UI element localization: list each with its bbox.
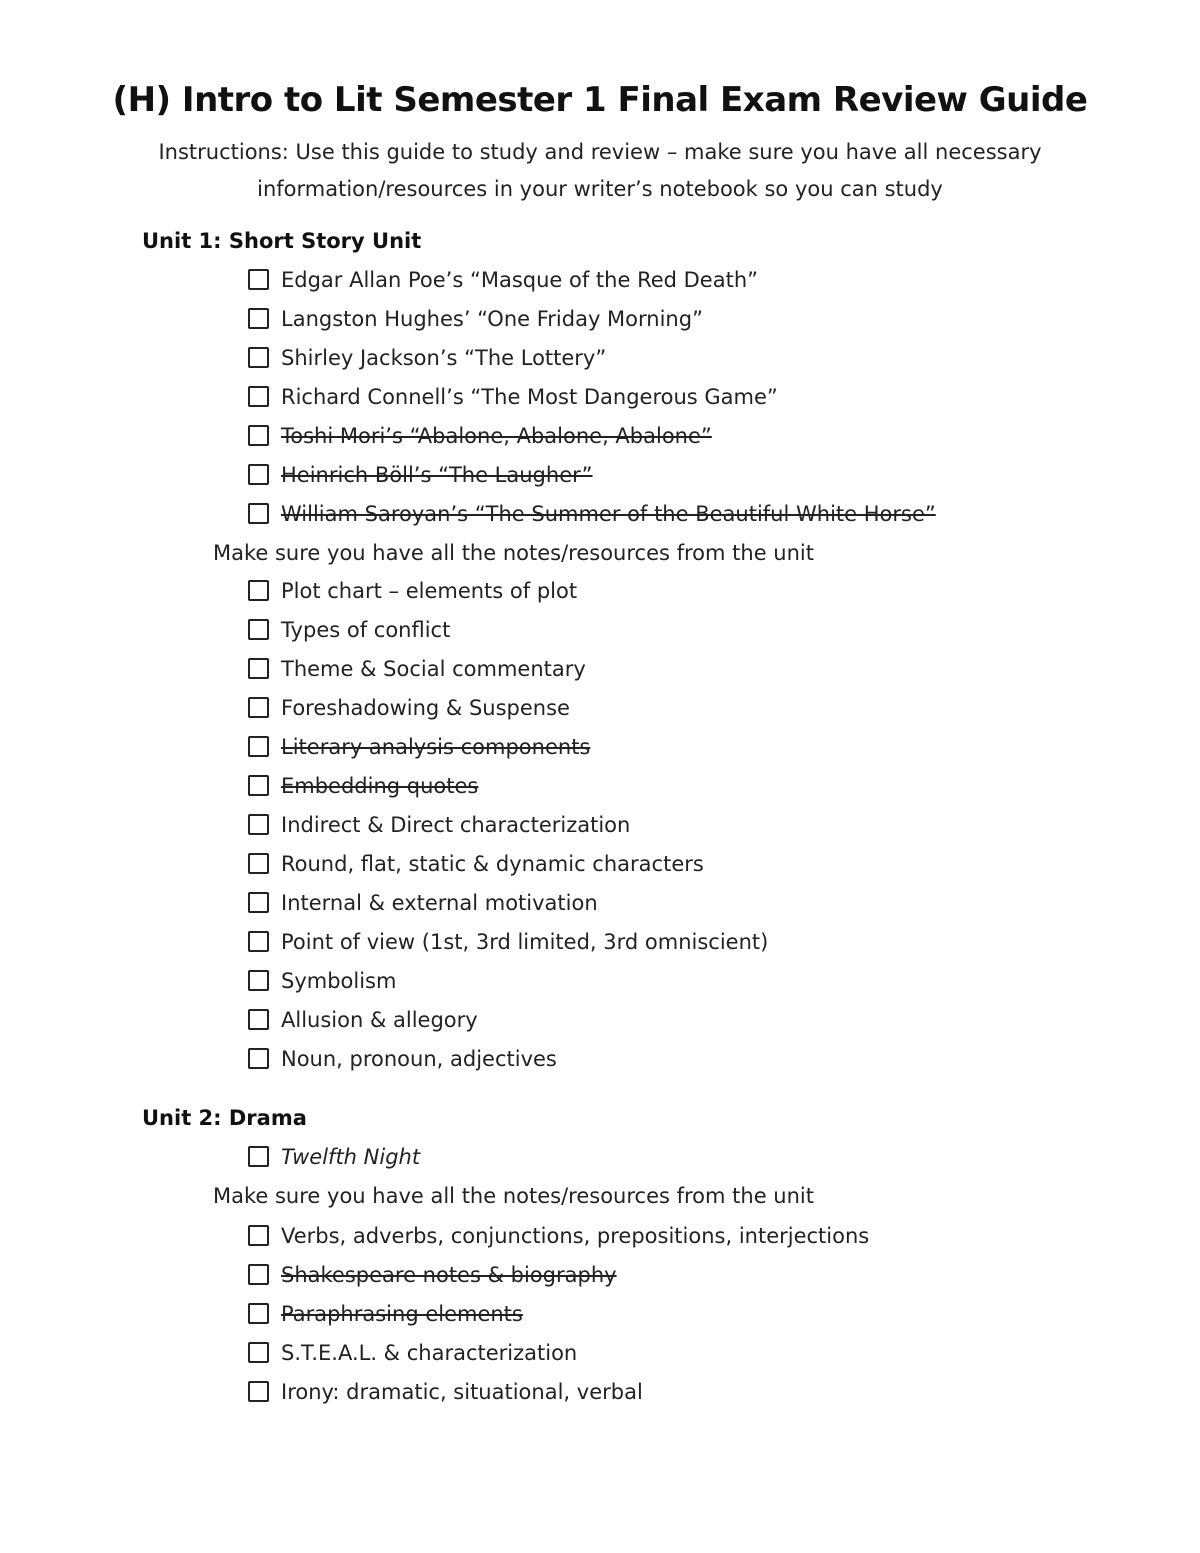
- checkbox-icon[interactable]: [248, 347, 269, 368]
- checklist-item-label: William Saroyan’s “The Summer of the Beautiful White Horse”: [281, 501, 936, 526]
- checklist-item-label: Types of conflict: [281, 617, 451, 642]
- checkbox-icon[interactable]: [248, 931, 269, 952]
- checklist-item: [248, 377, 936, 416]
- checklist-item-label: Edgar Allan Poe’s “Masque of the Red Death”: [281, 267, 759, 292]
- unit-2-notes-list: [248, 1216, 869, 1411]
- checklist-item: [248, 1039, 768, 1078]
- checklist-item: [248, 1372, 869, 1411]
- checklist-item-label: Shakespeare notes & biography: [281, 1262, 617, 1287]
- checkbox-icon[interactable]: [248, 425, 269, 446]
- unit-2-works-list: [248, 1137, 420, 1176]
- checklist-item-label: Irony: dramatic, situational, verbal: [281, 1379, 643, 1404]
- checklist-item: [248, 416, 936, 455]
- checklist-item-label: Indirect & Direct characterization: [281, 812, 631, 837]
- checkbox-icon[interactable]: [248, 1048, 269, 1069]
- unit-1-heading: Unit 1: Short Story Unit: [142, 229, 422, 253]
- checkbox-icon[interactable]: [248, 1264, 269, 1285]
- checklist-item-label: Heinrich Böll’s “The Laugher”: [281, 462, 593, 487]
- checkbox-icon[interactable]: [248, 736, 269, 757]
- checklist-item-label: Twelfth Night: [281, 1144, 421, 1169]
- checkbox-icon[interactable]: [248, 503, 269, 524]
- instructions: Instructions: Use this guide to study and review – make sure you have all necessary information/resources in your writer’s notebook so you can study: [158, 140, 1042, 201]
- checkbox-icon[interactable]: [248, 853, 269, 874]
- checklist-item: [248, 805, 768, 844]
- checklist-item-label: Literary analysis components: [281, 734, 591, 759]
- checklist-item: [248, 1000, 768, 1039]
- checklist-item-label: Symbolism: [281, 968, 397, 993]
- checkbox-icon[interactable]: [248, 658, 269, 679]
- checklist-item: [248, 727, 768, 766]
- checklist-item: [248, 844, 768, 883]
- checklist-item: [248, 1137, 420, 1176]
- checkbox-icon[interactable]: [248, 269, 269, 290]
- checklist-item-label: Richard Connell’s “The Most Dangerous Game”: [281, 384, 778, 409]
- checklist-item-label: Allusion & allegory: [281, 1007, 478, 1032]
- checkbox-icon[interactable]: [248, 892, 269, 913]
- page-title: (H) Intro to Lit Semester 1 Final Exam Review Guide: [112, 80, 1088, 120]
- checklist-item-label: S.T.E.A.L. & characterization: [281, 1340, 578, 1365]
- checklist-item: [248, 260, 936, 299]
- checklist-item: [248, 1333, 869, 1372]
- checkbox-icon[interactable]: [248, 697, 269, 718]
- checklist-item: [248, 766, 768, 805]
- checkbox-icon[interactable]: [248, 814, 269, 835]
- checkbox-icon[interactable]: [248, 386, 269, 407]
- checklist-item-label: Point of view (1st, 3rd limited, 3rd omniscient): [281, 929, 769, 954]
- checklist-item-label: Noun, pronoun, adjectives: [281, 1046, 557, 1071]
- unit-2-note: Make sure you have all the notes/resources from the unit: [213, 1184, 814, 1208]
- unit-2-heading: Unit 2: Drama: [142, 1106, 307, 1130]
- checkbox-icon[interactable]: [248, 308, 269, 329]
- unit-1-note: Make sure you have all the notes/resources from the unit: [213, 541, 814, 565]
- checklist-item-label: Plot chart – elements of plot: [281, 578, 578, 603]
- checklist-item-label: Verbs, adverbs, conjunctions, prepositions, interjections: [281, 1223, 870, 1248]
- checklist-item: [248, 1255, 869, 1294]
- checkbox-icon[interactable]: [248, 775, 269, 796]
- checklist-item-label: Embedding quotes: [281, 773, 479, 798]
- checklist-item-label: Internal & external motivation: [281, 890, 598, 915]
- checkbox-icon[interactable]: [248, 1009, 269, 1030]
- checklist-item: [248, 338, 936, 377]
- unit-1-stories-list: [248, 260, 936, 533]
- checklist-item: [248, 1294, 869, 1333]
- checklist-item-label: Round, flat, static & dynamic characters: [281, 851, 704, 876]
- checklist-item: [248, 922, 768, 961]
- checklist-item: [248, 649, 768, 688]
- checklist-item-label: Langston Hughes’ “One Friday Morning”: [281, 306, 703, 331]
- checklist-item: [248, 961, 768, 1000]
- checklist-item: [248, 455, 936, 494]
- checkbox-icon[interactable]: [248, 1381, 269, 1402]
- checklist-item: [248, 883, 768, 922]
- checkbox-icon[interactable]: [248, 619, 269, 640]
- checklist-item: [248, 610, 768, 649]
- checklist-item: [248, 688, 768, 727]
- checklist-item: [248, 1216, 869, 1255]
- checkbox-icon[interactable]: [248, 1146, 269, 1167]
- checklist-item-label: Foreshadowing & Suspense: [281, 695, 570, 720]
- checklist-item: [248, 299, 936, 338]
- checklist-item-label: Theme & Social commentary: [281, 656, 586, 681]
- checkbox-icon[interactable]: [248, 1342, 269, 1363]
- checkbox-icon[interactable]: [248, 1303, 269, 1324]
- checkbox-icon[interactable]: [248, 580, 269, 601]
- checklist-item-label: Shirley Jackson’s “The Lottery”: [281, 345, 607, 370]
- checklist-item: [248, 571, 768, 610]
- checklist-item: [248, 494, 936, 533]
- checkbox-icon[interactable]: [248, 464, 269, 485]
- checklist-item-label: Paraphrasing elements: [281, 1301, 523, 1326]
- unit-1-notes-list: [248, 571, 768, 1078]
- checkbox-icon[interactable]: [248, 1225, 269, 1246]
- checklist-item-label: Toshi Mori’s “Abalone, Abalone, Abalone”: [281, 423, 712, 448]
- checkbox-icon[interactable]: [248, 970, 269, 991]
